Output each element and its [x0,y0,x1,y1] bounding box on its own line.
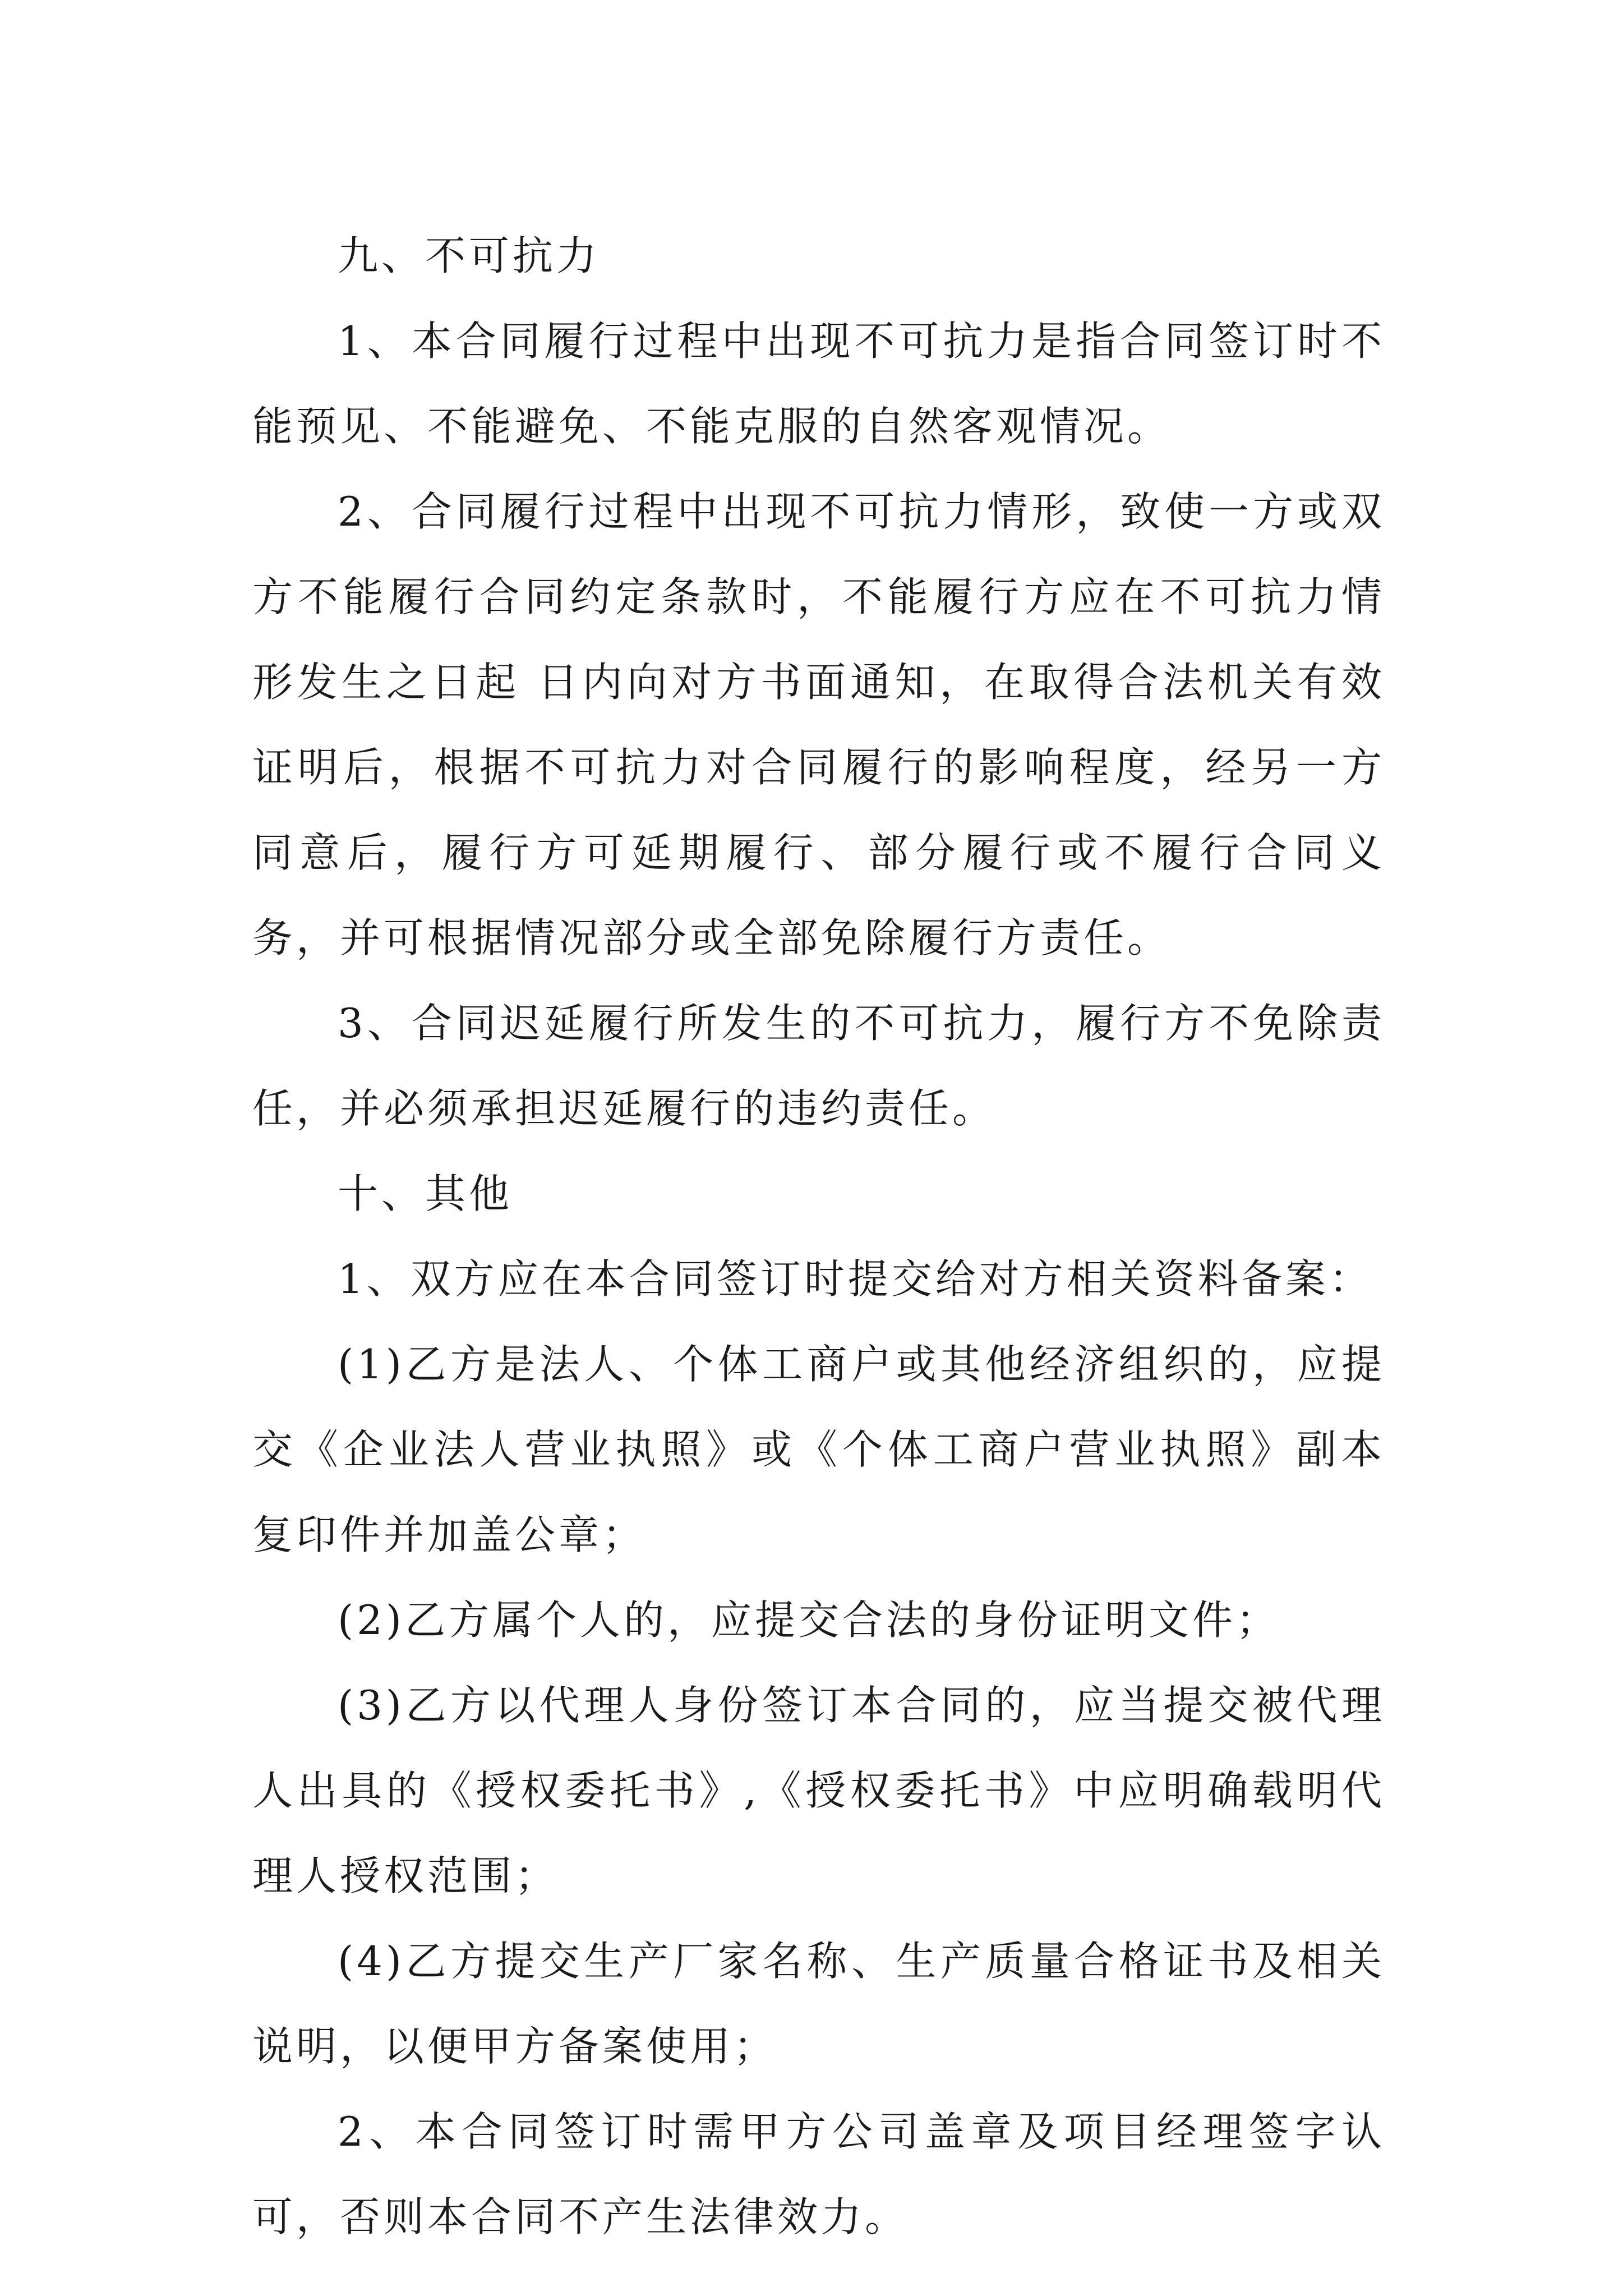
section-heading-force-majeure: 九、不可抗力 [338,232,601,279]
clause-10-1-2: (2)乙方属个人的，应提交合法的身份证明文件； [338,1596,1280,1644]
clause-9-3: 3、合同迟延履行所发生的不可抗力，履行方不免除责任，并必须承担迟延履行的违约责任。 [252,1000,1385,1132]
section-heading-other: 十、其他 [338,1170,513,1217]
clause-10-1-1: (1)乙方是法人、个体工商户或其他经济组织的，应提交《企业法人营业执照》或《个体工商户营业执照》副本复印件并加盖公章； [252,1341,1385,1558]
clause-10-2: 2、本合同签订时需甲方公司盖章及项目经理签字认可，否则本合同不产生法律效力。 [252,2108,1385,2240]
clause-9-2: 2、合同履行过程中出现不可抗力情形，致使一方或双方不能履行合同约定条款时，不能履行方应在不可抗力情形发生之日起 日内向对方书面通知，在取得合法机关有效证明后，根据不可抗力对合同履行的影响程度，经另一方同意后，履行方可延期履行、部分履行或不履行合同义务，并可根据情况部分或全部免除履行方责任。 [252,488,1385,961]
clause-10-1-3: (3)乙方以代理人身份签订本合同的，应当提交被代理人出具的《授权委托书》,《授权委托书》中应明确载明代理人授权范围； [252,1682,1385,1899]
clause-10-1: 1、双方应在本合同签订时提交给对方相关资料备案： [338,1255,1373,1303]
clause-9-1: 1、本合同履行过程中出现不可抗力是指合同签订时不能预见、不能避免、不能克服的自然客观情况。 [252,318,1385,450]
clause-10-1-4: (4)乙方提交生产厂家名称、生产质量合格证书及相关说明，以便甲方备案使用； [252,1938,1385,2070]
document-body [252,213,1385,2260]
